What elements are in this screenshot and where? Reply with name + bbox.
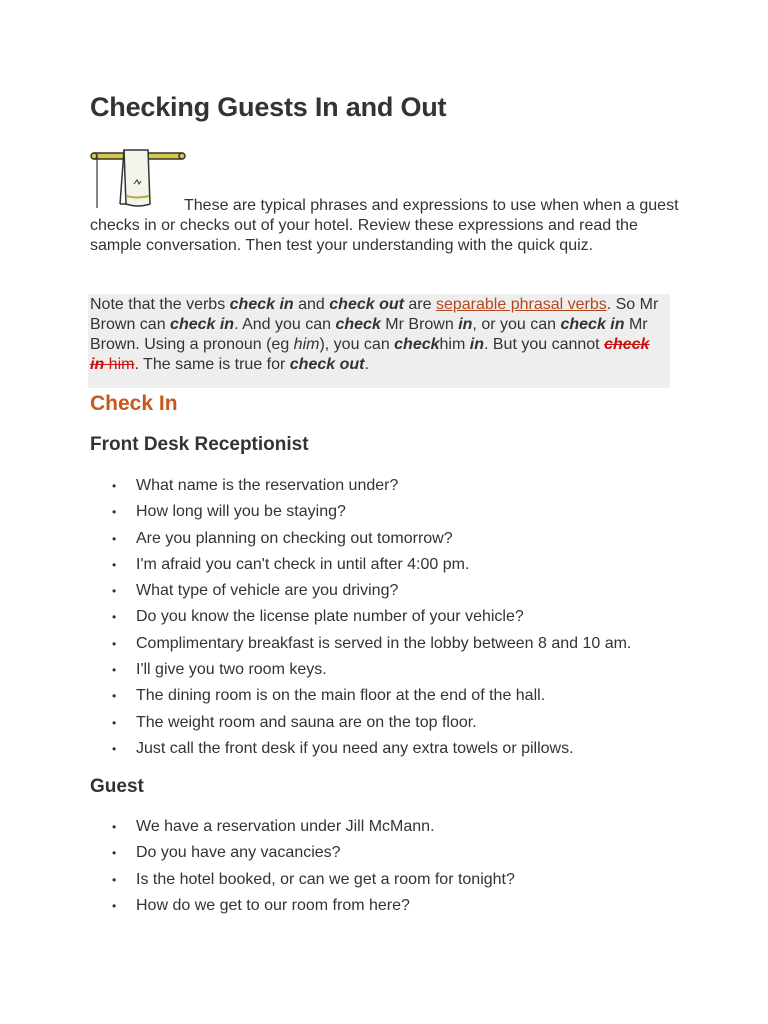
receptionist-phrase-list xyxy=(90,476,690,765)
list-item xyxy=(90,581,690,607)
list-item-text: I'll give you two room keys. xyxy=(136,661,327,679)
list-item-text: What name is the reservation under? xyxy=(136,477,399,494)
strikethrough-text: check in xyxy=(90,336,650,373)
bullet-icon: • xyxy=(112,479,117,493)
bullet-icon: • xyxy=(112,715,117,730)
bullet-icon: • xyxy=(112,872,117,887)
bullet-icon: • xyxy=(112,557,117,572)
section-heading-check-in: Check In xyxy=(90,392,178,415)
note-span: . xyxy=(364,356,369,373)
list-item xyxy=(90,817,690,843)
list-item xyxy=(90,607,690,633)
list-item-text: What type of vehicle are you driving? xyxy=(136,582,399,600)
note-emphasis: in xyxy=(469,336,484,353)
guest-phrase-list xyxy=(90,817,690,922)
list-item-text: Complimentary breakfast is served in the lobby between 8 and 10 am. xyxy=(136,634,632,652)
note-emphasis: in xyxy=(458,316,473,333)
note-emphasis: check in xyxy=(170,316,235,333)
list-item xyxy=(90,739,690,765)
list-item xyxy=(90,555,690,581)
intro-text: These are typical phrases and expressions to use when when a guest checks in or checks out of your hotel. Review these expressions and read the sample conversation. Then test your understanding with the quick quiz. xyxy=(90,197,679,254)
bullet-icon: • xyxy=(112,610,117,625)
list-item-text: Is the hotel booked, or can we get a room for tonight? xyxy=(136,870,515,888)
page-title: Checking Guests In and Out xyxy=(90,92,447,122)
bullet-icon: • xyxy=(112,741,117,756)
note-span: Mr Brown. Using a pronoun (eg xyxy=(90,316,648,353)
list-item xyxy=(90,476,690,502)
list-item-text: I'm afraid you can't check in until after 4:00 pm. xyxy=(136,555,470,573)
bullet-icon: • xyxy=(112,820,117,834)
list-item-text: Are you planning on checking out tomorrow? xyxy=(136,529,453,547)
bullet-icon: • xyxy=(112,846,117,861)
note-text xyxy=(90,294,664,375)
note-emphasis: check xyxy=(335,316,381,333)
note-box xyxy=(88,294,670,388)
list-item xyxy=(90,870,690,896)
list-item-text: How do we get to our room from here? xyxy=(136,896,410,914)
note-span: are xyxy=(403,296,436,313)
list-item-text: Do you know the license plate number of your vehicle? xyxy=(136,608,524,626)
note-emphasis: check in xyxy=(560,316,625,333)
note-span: and xyxy=(293,296,330,313)
bullet-icon: • xyxy=(112,531,117,546)
note-span: . And you can xyxy=(234,316,336,333)
note-span: him xyxy=(439,336,470,353)
note-span: ), you can xyxy=(319,336,395,353)
list-item xyxy=(90,686,690,712)
note-emphasis: check out xyxy=(329,296,404,313)
subheading-guest: Guest xyxy=(90,776,144,797)
note-italic: him xyxy=(293,336,320,353)
list-item-text: Do you have any vacancies? xyxy=(136,844,341,862)
list-item-text: How long will you be staying? xyxy=(136,503,346,521)
separable-phrasal-verbs-link[interactable]: separable phrasal verbs xyxy=(435,296,607,313)
note-emphasis: check in xyxy=(229,296,294,313)
note-span: , or you can xyxy=(472,316,561,333)
bullet-icon: • xyxy=(112,663,117,678)
list-item-text: The weight room and sauna are on the top floor. xyxy=(136,713,477,731)
list-item xyxy=(90,502,690,528)
bullet-icon: • xyxy=(112,898,117,913)
list-item xyxy=(90,896,690,922)
list-item-text: The dining room is on the main floor at the end of the hall. xyxy=(136,687,546,705)
list-item-text: We have a reservation under Jill McMann. xyxy=(136,818,435,835)
list-item-text: Just call the front desk if you need any extra towels or pillows. xyxy=(136,739,574,757)
list-item xyxy=(90,713,690,739)
note-emphasis: check xyxy=(394,336,440,353)
note-emphasis: check out xyxy=(289,356,365,373)
strikethrough-text: him xyxy=(104,356,135,373)
note-span: . So Mr Brown can xyxy=(90,296,659,333)
list-item xyxy=(90,660,690,686)
subheading-receptionist: Front Desk Receptionist xyxy=(90,434,309,455)
note-span: . But you cannot xyxy=(483,336,605,353)
list-item xyxy=(90,529,690,555)
note-span: Mr Brown xyxy=(380,316,459,333)
bullet-icon: • xyxy=(112,636,117,651)
note-span: . The same is true for xyxy=(134,356,290,373)
intro-paragraph xyxy=(90,196,680,256)
bullet-icon: • xyxy=(112,584,117,599)
note-span: Note that the verbs xyxy=(90,296,230,313)
list-item xyxy=(90,843,690,869)
list-item xyxy=(90,634,690,660)
bullet-icon: • xyxy=(112,505,117,520)
bullet-icon: • xyxy=(112,689,117,704)
